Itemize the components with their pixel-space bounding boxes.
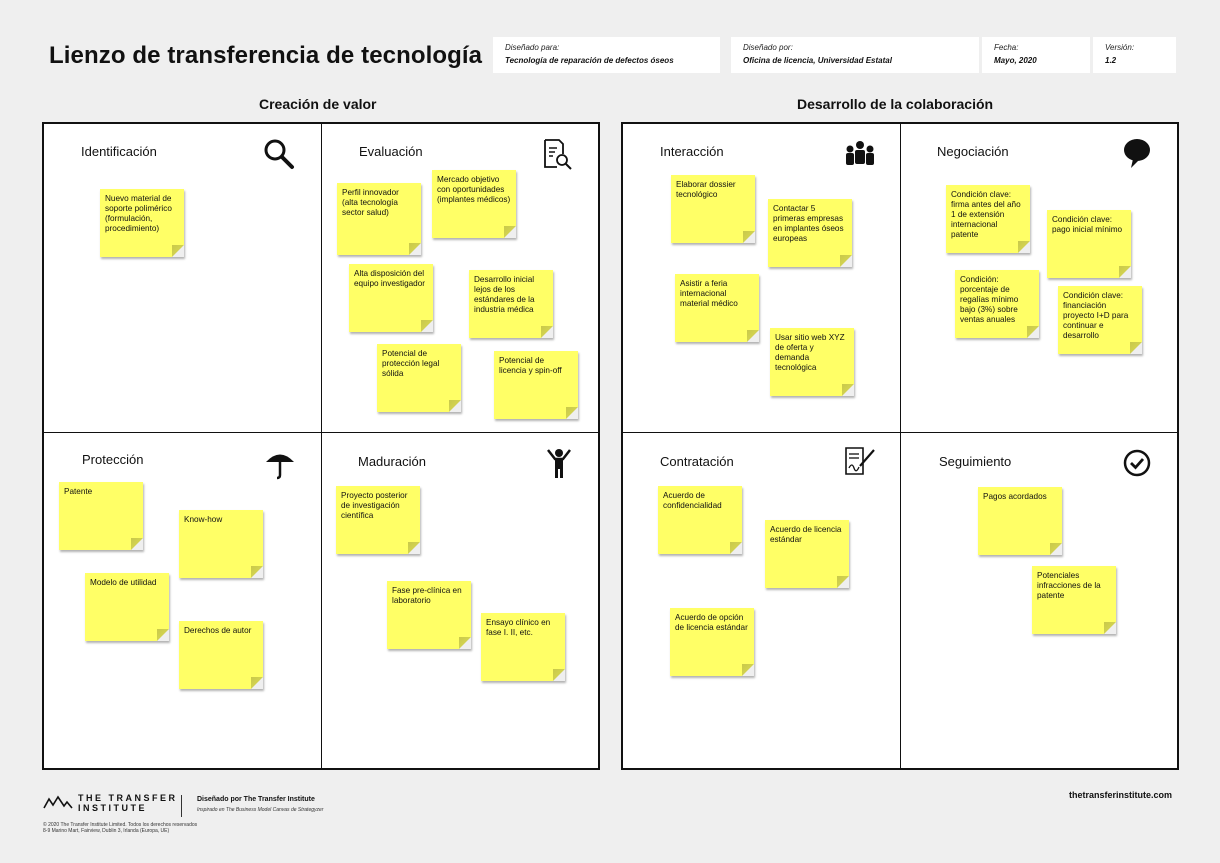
quadrant-title-contratacion: Contratación: [660, 454, 734, 469]
quadrant-title-evaluacion: Evaluación: [359, 144, 423, 159]
sticky-note[interactable]: Ensayo clínico en fase I. II, etc.: [481, 613, 565, 681]
section-title-collaboration: Desarrollo de la colaboración: [797, 96, 994, 112]
footer-logo: [78, 793, 178, 813]
sticky-note[interactable]: Condición clave: financiación proyecto I+D para continuar e desarrollo: [1058, 286, 1142, 354]
speech-bubble-icon: [1120, 136, 1154, 170]
sticky-note[interactable]: Fase pre-clínica en laboratorio: [387, 581, 471, 649]
sticky-note[interactable]: Modelo de utilidad: [85, 573, 169, 641]
designed-for-value: Tecnología de reparación de defectos óseos: [505, 56, 674, 65]
footer-inspired: Inspirado en The Business Model Canvas de Strategyzer: [197, 807, 324, 813]
contract-sign-icon: [843, 444, 877, 478]
group-icon: [843, 138, 877, 172]
logo-line2: INSTITUTE: [78, 803, 147, 813]
designed-for-field[interactable]: [493, 37, 720, 73]
footer-url-link[interactable]: thetransferinstitute.com: [1068, 790, 1172, 800]
footer-copyright: [43, 822, 197, 834]
quadrant-title-interaccion: Interacción: [660, 144, 724, 159]
sticky-note[interactable]: Mercado objetivo con oportunidades (implantes médicos): [432, 170, 516, 238]
designed-for-label: Diseñado para:: [505, 43, 560, 52]
transfer-institute-logo-icon: [43, 794, 73, 810]
sticky-note[interactable]: Usar sitio web XYZ de oferta y demanda tecnológica: [770, 328, 854, 396]
sticky-note[interactable]: Perfil innovador (alta tecnología sector salud): [337, 183, 421, 255]
copyright-line: © 2020 The Transfer Institute Limited. Todos los derechos reservados: [43, 822, 198, 828]
sticky-note[interactable]: Condición clave: pago inicial mínimo: [1047, 210, 1131, 278]
sticky-note[interactable]: Potencial de protección legal sólida: [377, 344, 461, 412]
sticky-note[interactable]: Derechos de autor: [179, 621, 263, 689]
date-value: Mayo, 2020: [994, 56, 1037, 65]
quadrant-title-negociacion: Negociación: [937, 144, 1009, 159]
divider-horizontal: [44, 432, 598, 433]
divider-vertical: [900, 124, 901, 768]
version-value: 1.2: [1105, 56, 1117, 65]
quadrant-title-seguimiento: Seguimiento: [939, 454, 1012, 469]
sticky-note[interactable]: Acuerdo de confidencialidad: [658, 486, 742, 554]
sticky-note[interactable]: Acuerdo de opción de licencia estándar: [670, 608, 754, 676]
quadrant-title-maduracion: Maduración: [358, 454, 426, 469]
designed-by-value: Oficina de licencia, Universidad Estatal: [743, 56, 892, 65]
sticky-note[interactable]: Know-how: [179, 510, 263, 578]
sticky-note[interactable]: Desarrollo inicial lejos de los estándares de la industria médica: [469, 270, 553, 338]
sticky-note[interactable]: Condición clave: firma antes del año 1 de extensión internacional patente: [946, 185, 1030, 253]
section-title-value-creation: Creación de valor: [259, 96, 377, 112]
check-circle-icon: [1120, 446, 1154, 480]
person-cheering-icon: [542, 446, 576, 480]
panel-value-creation: [42, 122, 600, 770]
designed-by-field[interactable]: [731, 37, 979, 73]
divider-vertical: [321, 124, 322, 768]
sticky-note[interactable]: Elaborar dossier tecnológico: [671, 175, 755, 243]
address-line: 8-9 Marino Mart, Fairview, Dublin 3, Irlanda (Europa, UE): [43, 828, 170, 834]
magnifier-icon: [262, 137, 296, 171]
sticky-note[interactable]: Nuevo material de soporte polimérico (formulación, procedimiento): [100, 189, 184, 257]
page-title: Lienzo de transferencia de tecnología: [49, 42, 483, 69]
panel-collaboration: [621, 122, 1179, 770]
logo-line1: THE TRANSFER: [78, 793, 178, 803]
quadrant-title-proteccion: Protección: [82, 452, 144, 467]
sticky-note[interactable]: Patente: [59, 482, 143, 550]
sticky-note[interactable]: Alta disposición del equipo investigador: [349, 264, 433, 332]
sticky-note[interactable]: Condición: porcentaje de regalías mínimo bajo (3%) sobre ventas anuales: [955, 270, 1039, 338]
footer-designed-by: Diseñado por The Transfer Institute: [197, 796, 315, 803]
date-label: Fecha:: [994, 43, 1019, 52]
designed-by-label: Diseñado por:: [743, 43, 793, 52]
sticky-note[interactable]: Contactar 5 primeras empresas en implantes óseos europeas: [768, 199, 852, 267]
document-search-icon: [541, 137, 575, 171]
sticky-note[interactable]: Potencial de licencia y spin-off: [494, 351, 578, 419]
sticky-note[interactable]: Potenciales infracciones de la patente: [1032, 566, 1116, 634]
footer-separator: [181, 795, 182, 817]
version-field[interactable]: [1093, 37, 1176, 73]
sticky-note[interactable]: Acuerdo de licencia estándar: [765, 520, 849, 588]
sticky-note[interactable]: Asistir a feria internacional material médico: [675, 274, 759, 342]
umbrella-icon: [263, 447, 297, 481]
divider-horizontal: [623, 432, 1177, 433]
sticky-note[interactable]: Proyecto posterior de investigación científica: [336, 486, 420, 554]
quadrant-title-identificacion: Identificación: [81, 144, 157, 159]
sticky-note[interactable]: Pagos acordados: [978, 487, 1062, 555]
version-label: Versión:: [1105, 43, 1135, 52]
date-field[interactable]: [982, 37, 1090, 73]
